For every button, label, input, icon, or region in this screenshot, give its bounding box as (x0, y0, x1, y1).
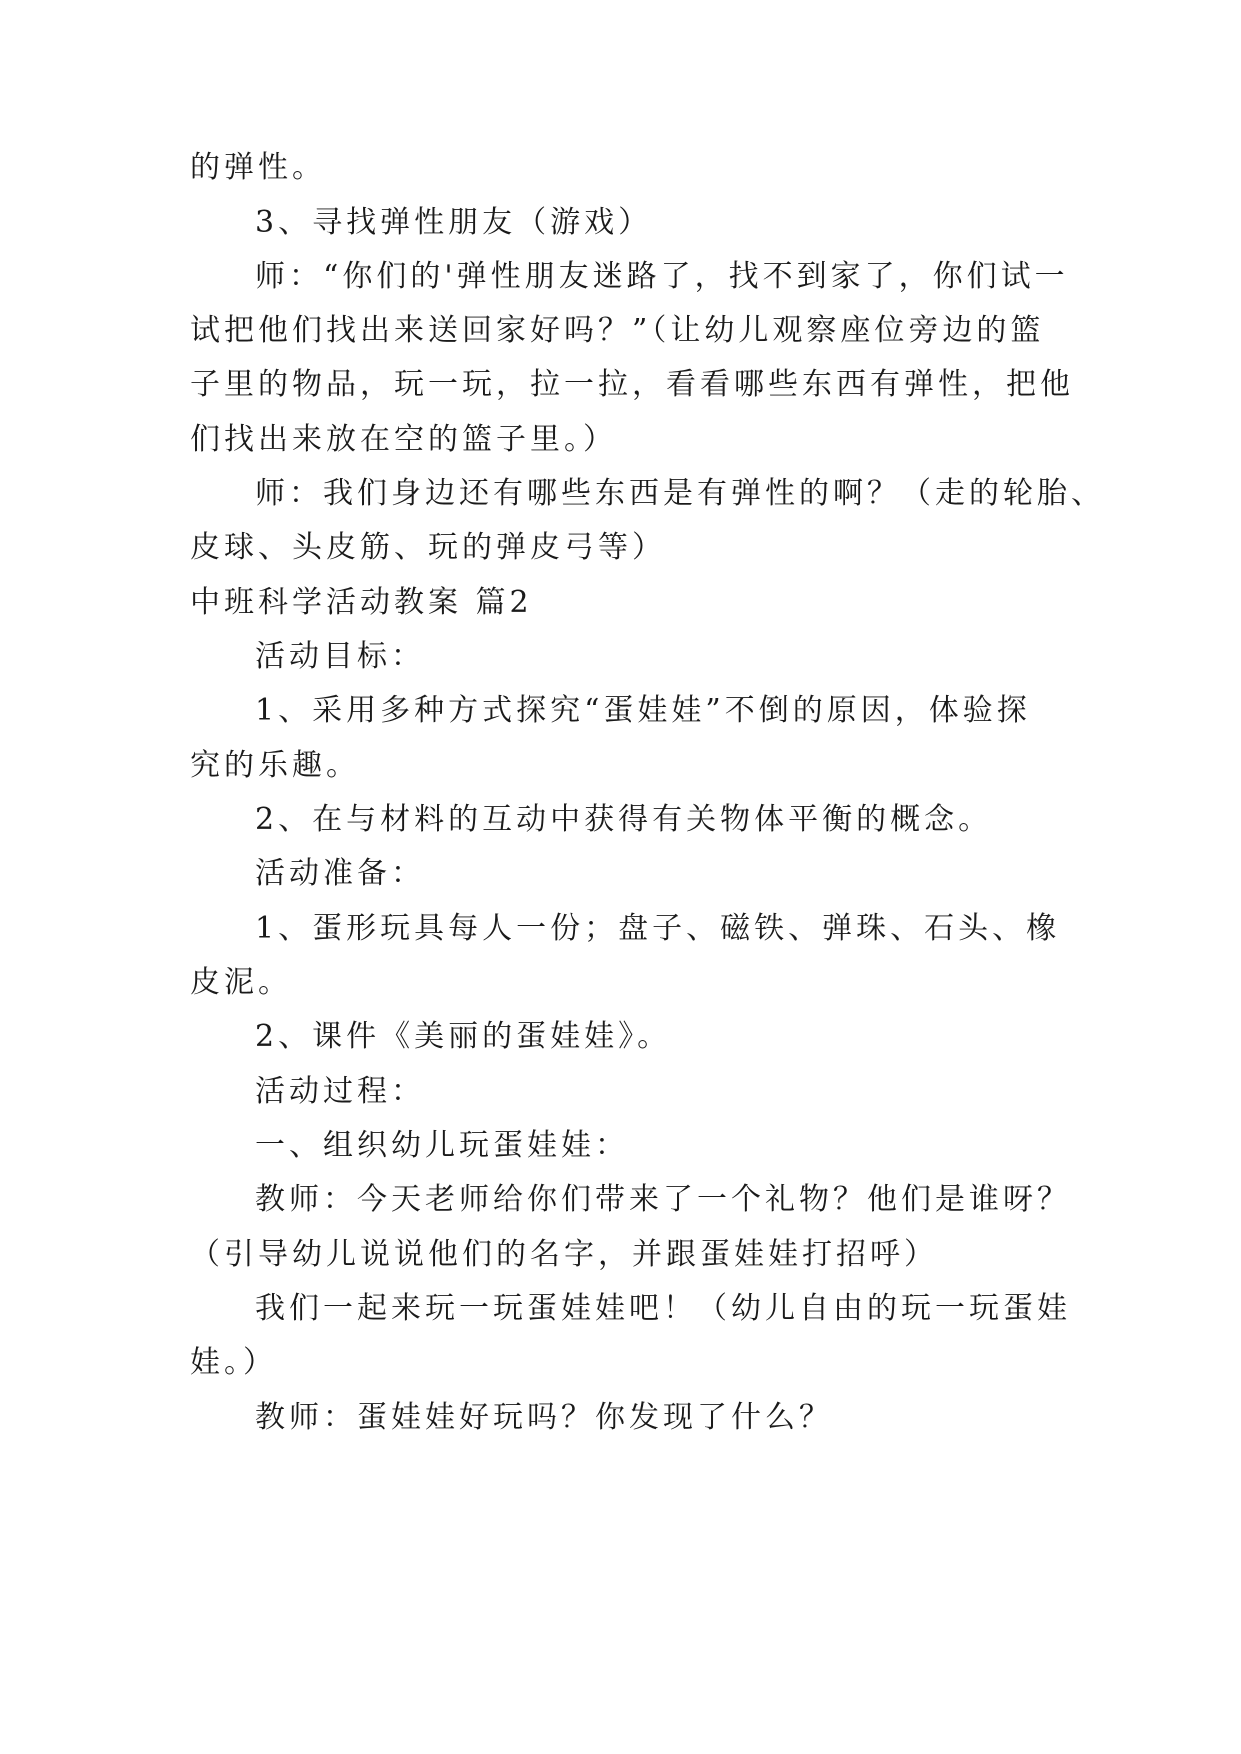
text-line: 2、课件《美丽的蛋娃娃》。 (255, 1019, 672, 1054)
text-line: 试把他们找出来送回家好吗？”（让幼儿观察座位旁边的篮 (190, 313, 1045, 348)
section-heading: 活动过程： (255, 1074, 425, 1109)
text-line: 的弹性。 (190, 150, 326, 185)
text-line: 教师：蛋娃娃好玩吗？你发现了什么？ (255, 1400, 833, 1435)
text-line: 师：“你们的'弹性朋友迷路了，找不到家了，你们试一 (255, 259, 1069, 294)
section-heading: 3、寻找弹性朋友（游戏） (255, 205, 653, 240)
text-line: 娃。） (190, 1345, 277, 1380)
text-line: 教师：今天老师给你们带来了一个礼物？他们是谁呀？ (255, 1182, 1071, 1217)
text-line: 2、在与材料的互动中获得有关物体平衡的概念。 (255, 802, 993, 837)
text-line: （引导幼儿说说他们的名字，并跟蛋娃娃打招呼） (190, 1237, 938, 1272)
text-line: 1、采用多种方式探究“蛋娃娃”不倒的原因，体验探 (255, 693, 1031, 728)
section-heading: 活动目标： (255, 639, 425, 674)
text-line: 我们一起来玩一玩蛋娃娃吧！（幼儿自由的玩一玩蛋娃 (255, 1291, 1071, 1326)
text-line: 皮泥。 (190, 965, 292, 1000)
text-line: 究的乐趣。 (190, 748, 360, 783)
section-heading: 活动准备： (255, 856, 425, 891)
text-line: 师：我们身边还有哪些东西是有弹性的啊？（走的轮胎、 (255, 476, 1105, 511)
text-line: 1、蛋形玩具每人一份；盘子、磁铁、弹珠、石头、橡 (255, 911, 1061, 946)
text-line: 们找出来放在空的篮子里。） (190, 422, 617, 457)
text-line: 一、组织幼儿玩蛋娃娃： (255, 1128, 629, 1163)
text-line: 皮球、头皮筋、玩的弹皮弓等） (190, 530, 666, 565)
text-line: 子里的物品，玩一玩，拉一拉，看看哪些东西有弹性，把他 (190, 367, 1074, 402)
article-title: 中班科学活动教案 篇2 (190, 585, 533, 620)
